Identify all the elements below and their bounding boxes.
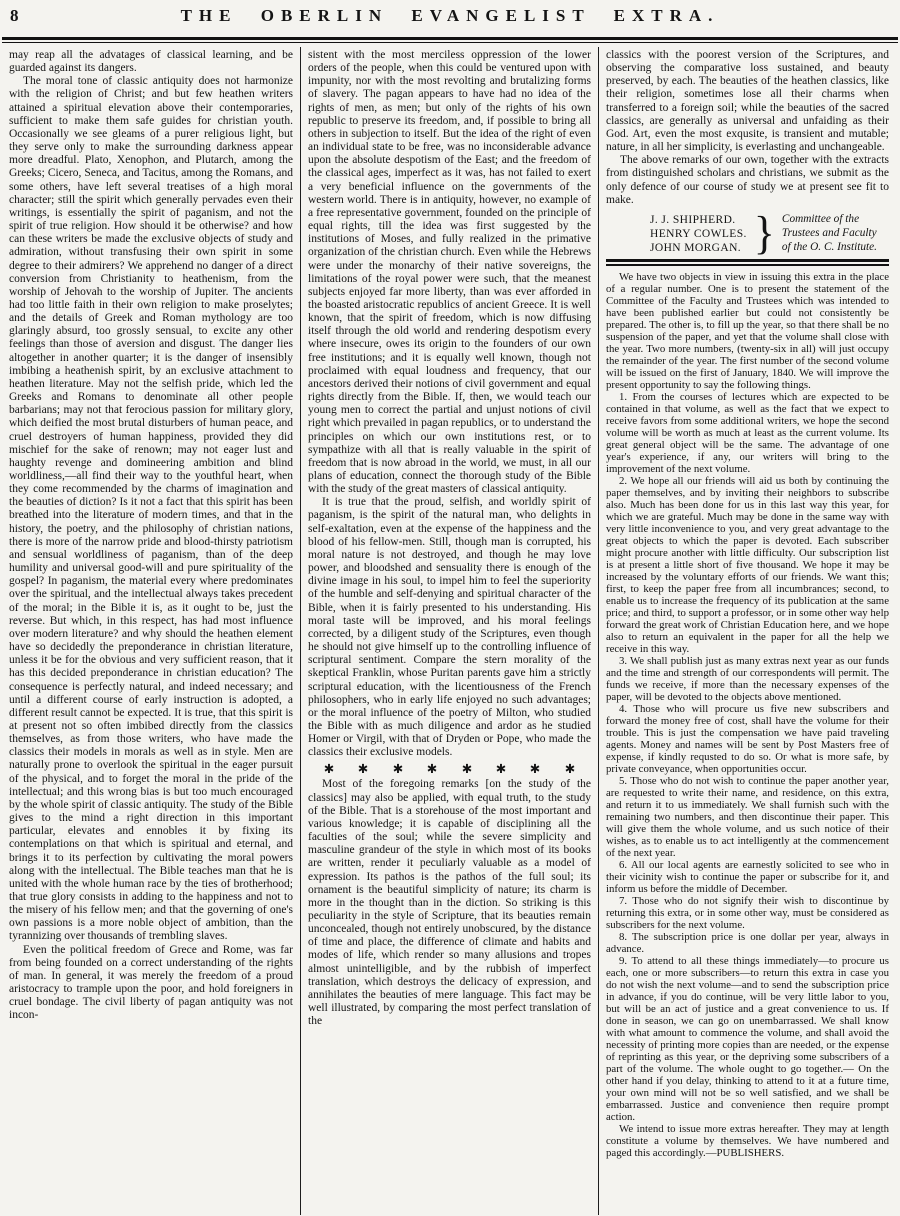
signature-name: HENRY COWLES. [650,227,747,240]
notice-item: 6. All our local agents are earnestly solicited to see who in their vicinity wish to continue the paper or subscribe for it, and inform us before the middle of December. [606,858,889,895]
column-2-bottom-text [308,778,591,1028]
page-header [0,0,900,36]
notice-item: 3. We shall publish just as many extras next year as our funds and the time and strength of our correspondents will permit. The funds we receive, if more than the necessary expenses of the paper, will be devoted to the objects above mentioned. [606,654,889,703]
paragraph: The moral tone of classic antiquity does not harmonize with the religion of Christ; and but few heathen writers attained a spiritual elevation above their contemporaries, sufficient to make them safe guides for christian youth. Occasionally we see gleams of a purer religious light, but they serve only to make the surrounding darkness appear more dreadful. Plato, Xenophon, and Plutarch, among the Greeks; Cicero, Seneca, and Tacitus, among the Romans, and some others, have left several treatises of a high moral character; still the spirit which generally pervades even their writings, is essentially the spirit of paganism, and not the spirit of true religion. How should it be otherwise? and how can these writers be made the exclusive objects of study and admiration, without transfusing their own spirit in some degree to their admirers? We apprehend no danger of a direct conversion from Christianity to heathenism, from the worship of Jehovah to the worship of Jupiter. The ancients had too little faith in their own religion to make proselytes; and the details of Greek and Roman mythology are too glaringly absurd, too grossly sensual, to excite any other feelings than those of aversion and disgust. The danger lies altogether in another quarter; it is the danger of insensibly imbibing a heathenish spirit, by an exclusive attachment to heathen literature. May not the selfish pride, which led the Greeks and Romans to denominate all other people barbarians; may not that ferocious passion for military glory, which deified the most brutal disturbers of human peace, and cruel destroyers of human happiness, provided they did mischief for the sake of renown; may not eager lust and haughty revenge and domineering ambition and blind worldliness,—all find their way to the youthful heart, when they come recommended by the charms of imagination and the beauties of diction? Is it not a fact that this spirit has been breathed into the literature of modern times, and that in the history, the poetry, and the philosophy of christian nations, there is more of the narrow pride and blood-thirsty patriotism and sensual worldliness of paganism, than of the deep humility and universal good-will and pure spirituality of the gospel? In paganism, the material every where predominates over the spiritual, and the intellectual always takes precedent of the moral; in the Bible it is, as it ought to be, just the reverse. But which, in this respect, has had most influence over modern literature? and why should the heathen element have so decidedly the preponderance in christian literature, unless it be for the obvious and very sufficient reason, that it has this decided preponderance in christian education? The consequence is perfectly natural, and indeed necessary; and until a different course of early instruction is adopted, a different result cannot be expected. It is true, that this spirit is at present not so often imbibed directly from the classics themselves, as from those writers, who have made the classics their models in morals as well as in style. Men are naturally prone to overlook the spiritual in the eager pursuit of the physical, and to forget the moral in the pride of the intellectual; and this wrong bias is but too much encouraged by the whole spirit of classic antiquity. The study of the Bible gives to the mind a right direction in this important particular, elevates and ennobles it by fixing its contemplations on that which is spiritual and eternal, and brings it to its perfection by cultivating the moral powers along with the intellectual. The Bible teaches man that he is united with the whole human race by the ties of brotherhood; that true glory consists in adding to the happiness and not to the misery of his fellow men; and that the governing of one's own passions is a more noble object of ambition, than the tyrannizing over thousands of trembling slaves. [9,75,293,943]
signature-name: J. J. SHIPHERD. [650,213,736,226]
column-2 [300,47,598,1215]
asterisk-star-icon: ✱ [564,762,576,777]
signature-block [650,207,889,260]
section-double-rule [606,259,889,266]
notice-items [606,391,889,1123]
asterisk-star-icon: ✱ [323,762,335,777]
notice-item: 8. The subscription price is one dollar per year, always in advance. [606,930,889,955]
paragraph: Even the political freedom of Grece and Rome, was far from being founded on a correct understanding of the rights of man. In general, it was merely the freedom of a proud aristocracy to trample upon the poor, and hold foreigners in cruel bondage. The civil liberty of pagan antiquity was not incon- [9,943,293,1022]
signature-names [650,213,747,255]
notice-intro-paragraph: We have two objects in view in issuing this extra in the place of a regular number. One is to present the statement of the Committee of the Faculty and Trustees which was intended to have been published earlier but could not consistently be prepared. The other is, to fill up the year, so that there shall be no suspension of the paper, and yet that the volume shall close with the year. Two more numbers, (twenty-six in all) will just occupy the remainder of the year. The first number of the second volume will be issued on the first of January, 1840. We will improve the present opportunity to say the following things. [606,270,889,391]
paragraph: The above remarks of our own, together with the extracts from distinguished scholars and christians, we submit as the only defence of our course of study we at present see fit to make. [606,154,889,206]
asterisk-separator [308,759,591,778]
publishers-notice [606,271,889,1159]
paragraph: may reap all the advatages of classical learning, and be guarded against its dangers. [9,49,293,75]
notice-closing-paragraph: We intend to issue more extras hereafter. They may at length constitute a volume by themselves. We have numbered and paged this accordingly.—PUBLISHERS. [606,1122,889,1159]
notice-item: 5. Those who do not wish to continue the paper another year, are requested to write their name, and residence, on this extra, and return it to us immediately. We shall furnish such with the remaining two numbers, and then discontinue their paper. This will give them the whole volume, and us such notice of their wishes, as to enable us to act intelligently at the commencement of the next year. [606,774,889,859]
paragraph: sistent with the most merciless oppression of the lower orders of the people, when this could be ventured upon with impunity, nor with the most revolting and brutalizing forms of slavery. The pagan appears to have had no idea of the rights of men, as men; but only of the rights of his own republic to preserve its freedom, and, if possible to bring all others in subjection to itself. But the idea of the right of even an individual state to be free, was no inconsiderable advance upon the absolute despotism of the East; and the freedom of the classical ages, imperfect as it was, has not failed to exert a very beneficial influence on the governments of the western world. There is in antiquity, however, no example of a free representative government, founded on the principle of equal rights, till the idea was first suggested by the institutions of Moses, and fully realized in the primative organization of the christian church. Even while the Hebrews were under the monarchy of their native sovereigns, the limitations of the royal power were such, that the meanest subjects enjoyed far more liberty, than was ever afforded in the boasted aristocratic republics of ancient Greece. It is well known, that the spirit of freedom, which is now diffusing itself through the old world and rendering despotism every where insecure, owes its origin to the founders of our own free institutions; and it is equally well known, though not proclaimed with equal loudness and frequency, that our ancestors derived their notions of civil government and equal rights directly from the Bible. If, then, we would teach our young men to correct the partial and unjust notions of civil right which prevailed in pagan republics, or to understand the principles on which our own institutions rest, or to sympathize with all that is really valuable in the spirit of freedom that is now abroad in the world, we must, in all our plans of education, connect the thorough study of the Bible with the study of the great masters of classical antiquity. [308,49,591,496]
column-1 [2,47,300,1215]
signature-note-line: Trustees and Faculty [781,227,877,240]
paragraph: classics with the poorest version of the Scriptures, and observing the comparative loss sustained, and beauty preserved, by each. The beauties of the heathen classics, like their religion, sometimes lose all their charms when transferred to a foreign soil; while the beauties of the sacred classics, are generally as universal and unfaiding as their God. Art, even the most exqusite, is transient and mutable; nature, in all her simplicity, is everlasting and unchangeable. [606,49,889,154]
column-1-text [9,49,293,1023]
column-3 [598,47,896,1215]
brace-glyph: } [753,207,775,260]
masthead-title: THE OBERLIN EVANGELIST EXTRA. [180,6,720,25]
paragraph: Most of the foregoing remarks [on the study of the classics] may also be applied, with equal truth, to the study of the Bible. That is a storehouse of the most important and various knowledge; it is capable of disciplining all the faculties of the soul; while the severe simplicity and masculine grandeur of the style in which most of its books are written, render it peculiarly valuable as a model of expression. Its pathos is the pathos of the full soul; its ornament is the beautiful simplicity of nature; its charm is more in the thought than in the diction. So striking is this peculiarity in the style of Scripture, that its beauties remain unconcealed, though not entirely unobscured, by the distance of time and place, the difference of climate and habits and modes of life, which render so many allusions and tropes almost unintelligible, and by the rubbish of imperfect translation, which destroys the delicacy of expression, and annihilates the beauties of mere language. This fact may be well illustrated, by comparing the most perfect translation of the [308,778,591,1028]
asterisk-star-icon: ✱ [392,762,404,777]
notice-item: 9. To attend to all these things immediately—to procure us each, one or more subscribers—to return this extra in case you do not wish the next volume—and to send the subscription price in advance, if you do continue, will be very little labor to you, but will be an act of justice and a great convenience to us. If done in season, we can go on unembarrassed. We shall know with what amount to commence the volume, and shall avoid the necessity of printing more copies than are needed, or the expense of reprinting as this year, or the depriving some subscribers of a part of the volume. The whole ought to go together.— On the other hand if you delay, thinking to attend to it at a future time, your own mind will not be so well satisfied, and we shall be embarrassed. Justice and convenience then require prompt action. [606,954,889,1123]
signature-name: JOHN MORGAN. [650,241,742,254]
column-layout [0,43,900,1215]
asterisk-star-icon: ✱ [426,762,438,777]
page-number: 8 [10,6,19,25]
asterisk-star-icon: ✱ [358,762,369,777]
column-2-top-text [308,49,591,759]
signature-note-line: Committee of the [781,213,860,226]
paragraph: It is true that the proud, selfish, and worldly spirit of paganism, is the spirit of the natural man, who delights in self-exaltation, even at the expense of the happiness and the blood of his fellow-men. Still, though man is corrupted, his moral nature is not destroyed, and though he may love power, and bloodshed and sensuality there is enough of the divine image in his soul, to impel him to feel the superiority of the humble and self-denying and spiritual character of the Bible, when it is fairly presented to his understanding. His moral taste will be improved, and his moral feelings corrected, by a diligent study of the Scriptures, even though he should not give himself up to the controlling influence of scriptural sentiment. Compare the stern morality of the skeptical Franklin, whose Puritan parents gave him a strictly scriptural education, with the licentiousness of the French philosophers, who in early life enjoyed no such advantages; or the moral influence of the poetry of Milton, who studied the Bible with as much diligence and ardor as he studied Homer or Virgil, with that of Dryden or Pope, who made the classics their exclusive models. [308,496,591,759]
signature-note [782,213,877,254]
signature-note-line: of the O. C. Institute. [781,240,877,253]
asterisk-star-icon: ✱ [461,762,472,777]
notice-item: 4. Those who will procure us five new subscribers and forward the money free of cost, shall have the volume for their trouble. This is just the compensation we have paid traveling agents. Money and names will be sent by Post Masters free of expense, if kindly requsted to do so. Or what is more safe, by private conveyance, when opportunities occur. [606,702,889,775]
column-3-top-text [606,49,889,207]
asterisk-star-icon: ✱ [530,762,541,777]
notice-item: 7. Those who do not signify their wish to discontinue by returning this extra, or in some other way, must be considered as subscribers for the next volume. [606,894,889,931]
asterisk-star-icon: ✱ [495,762,507,777]
notice-item: 2. We hope all our friends will aid us both by continuing the paper themselves, and by inviting their neighbors to subscribe also. Much has been done for us in this last way this year, for which we are grateful. Much may be done in the same way with very little inconvenience to you, and very great advantage to the great objects to which the paper is devoted. Each subscriber might procure another with little difficulty. Our subscription list is at present a little short of five thousand. We hope it may be increased by the voluntary efforts of our friends. We want this; first, to keep the paper free from all incumbrances; second, to enable us to increase the frequency of its publication at the same price; and third, to support a professor, or in some other way help forward the great work of Christian Education here, and we hope also to return an equivalent in the paper for all the help we receive in this way. [606,474,889,655]
notice-item: 1. From the courses of lectures which are expected to be contained in that volume, as well as the fact that we expect to receive favors from some additional writers, we hope the second volume will be worth as much at least as the current volume. Its great general object will be the same. The advantage of one year's experience, if any, our writers will bring to the improvement of the next volume. [606,390,889,475]
